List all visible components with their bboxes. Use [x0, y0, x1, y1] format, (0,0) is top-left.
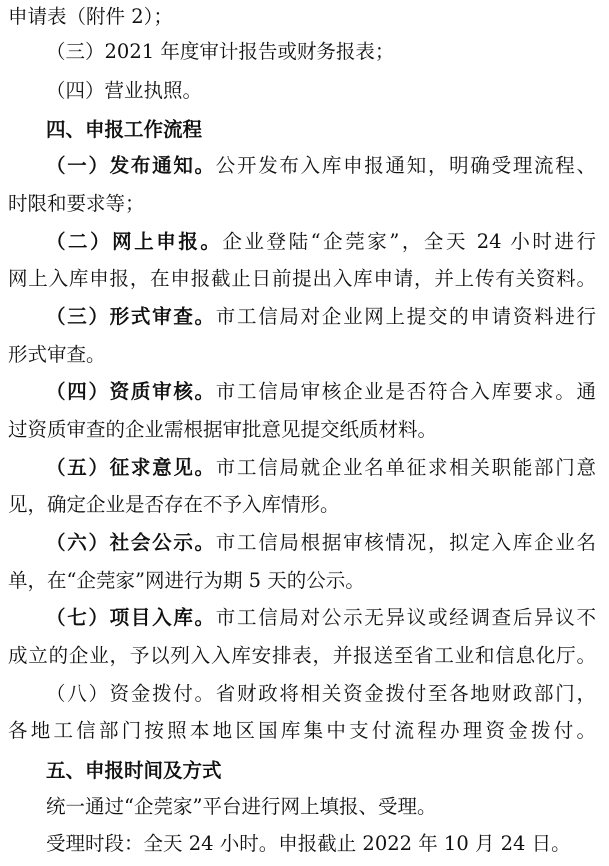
text-line-continuation	[8, 259, 596, 299]
section-heading-time-and-method	[46, 751, 596, 791]
heading-text: 五、申报时间及方式	[46, 759, 222, 782]
step-text: 市工信局就企业名单征求相关职能部门意	[215, 456, 596, 479]
text-line-continuation	[8, 184, 596, 224]
line-text: 见，确定企业是否存在不予入库情形。	[8, 493, 340, 516]
section-heading-workflow	[46, 110, 596, 150]
step-text: 市工信局对公示无异议或经调查后异议不	[215, 606, 596, 629]
heading-text: 四、申报工作流程	[46, 118, 203, 141]
text-line-continuation	[8, 711, 596, 751]
text-line-continuation	[8, 561, 596, 601]
line-text: （四）营业执照。	[46, 79, 203, 102]
step-qualification-audit	[46, 372, 596, 412]
text-line-continuation	[8, 636, 596, 676]
line-text: 受理时段：全天 24 小时。申报截止 2022 年 10 月 24 日。	[46, 832, 571, 855]
text-line-continuation	[8, 410, 596, 450]
step-publish-notice	[46, 146, 596, 186]
line-text: 网上入库申报，在申报截止日前提出入库申请，并上传有关资料。	[8, 267, 596, 290]
step-solicit-opinions	[46, 448, 596, 488]
line-text: 单，在“企莞家”网进行为期 5 天的公示。	[8, 569, 365, 592]
text-line-platform	[46, 787, 596, 827]
step-formal-review	[46, 297, 596, 337]
line-text: 各地工信部门按照本地区国库集中支付流程办理资金拨付。	[8, 719, 596, 742]
line-text: 过资质审查的企业需根据审批意见提交纸质材料。	[8, 418, 438, 441]
step-title: （六）社会公示。	[46, 531, 216, 554]
step-text: 企业登陆“企莞家”，全天 24 小时进行	[222, 230, 596, 253]
step-online-application	[46, 222, 596, 262]
line-text: 形式审查。	[8, 343, 106, 366]
line-text: （三）2021 年度审计报告或财务报表；	[46, 40, 395, 63]
step-text: 市工信局根据审核情况，拟定入库企业名	[215, 531, 596, 554]
step-title: （二）网上申报。	[46, 230, 223, 253]
list-item-business-license	[46, 71, 596, 111]
line-text: 时限和要求等；	[8, 192, 145, 215]
text-line-deadline	[46, 824, 596, 864]
step-title: （七）项目入库。	[46, 606, 216, 629]
step-project-admission	[46, 598, 596, 638]
line-text: 成立的企业，予以列入入库安排表，并报送至省工业和信息化厅。	[8, 644, 596, 667]
list-item-audit-report	[46, 32, 596, 72]
step-title: （一）发布通知。	[46, 154, 216, 177]
text-line-continuation	[8, 335, 596, 375]
step-text: 市工信局对企业网上提交的申请资料进行	[215, 305, 596, 328]
step-title: （四）资质审核。	[46, 380, 216, 403]
line-text: （八）资金拨付。省财政将相关资金拨付至各地财政部门，	[46, 682, 596, 705]
step-public-notice	[46, 523, 596, 563]
line-text: 申请表（附件 2）；	[8, 5, 173, 28]
text-line-continuation	[8, 485, 596, 525]
line-text: 统一通过“企莞家”平台进行网上填报、受理。	[46, 795, 437, 818]
step-title: （三）形式审查。	[46, 305, 216, 328]
step-title: （五）征求意见。	[46, 456, 216, 479]
step-text: 市工信局审核企业是否符合入库要求。通	[215, 380, 596, 403]
step-text: 公开发布入库申报通知，明确受理流程、	[215, 154, 596, 177]
step-fund-disbursement	[46, 674, 596, 714]
